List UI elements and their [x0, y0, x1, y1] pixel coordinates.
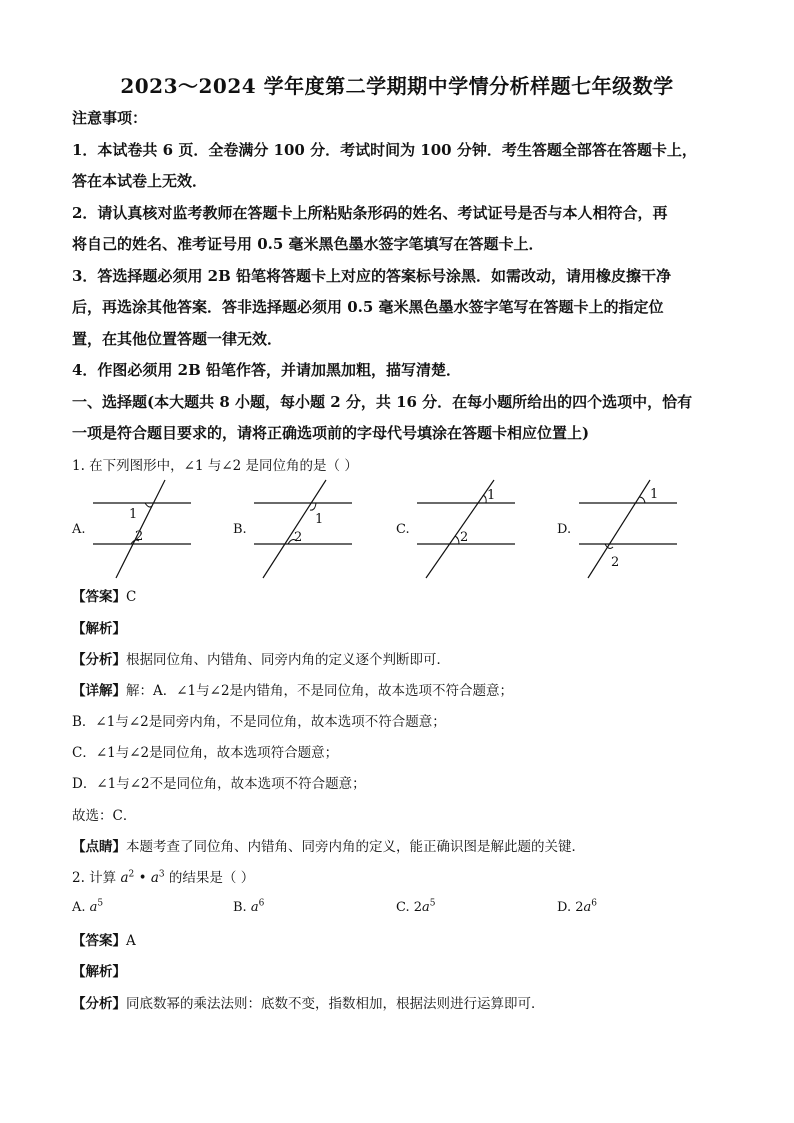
q1-stem: 1. 在下列图形中，∠1 与∠2 是同位角的是（ ） — [72, 458, 358, 474]
q1-detail-line: B．∠1与∠2是同旁内角，不是同位角，故本选项不符合题意； — [72, 714, 446, 730]
dianjing-text: 本题考查了同位角、内错角、同旁内角的定义，能正确识图是解此题的关键． — [126, 839, 585, 855]
angle-2-label: 2 — [135, 529, 144, 544]
answer-tag: 【答案】 — [72, 933, 126, 949]
notice-item: 将自己的姓名、准考证号用 0.5 毫米黑色墨水签字笔填写在答题卡上． — [72, 235, 544, 253]
angle-1-label: 1 — [129, 507, 138, 522]
q1-figure-c — [414, 478, 518, 582]
q2-option-c: C. $2a^5$ — [396, 898, 436, 915]
page-title: 2023～2024 学年度第二学期期中学情分析样题七年级数学 — [120, 74, 674, 98]
q1-detail-line: 故选：C． — [72, 808, 137, 824]
q1-fenxi — [72, 650, 732, 670]
notice-item: 4．作图必须用 2B 铅笔作答，并请加黑加粗，描写清楚． — [72, 361, 461, 379]
q1-answer — [72, 587, 732, 607]
angle-1-label: 1 — [315, 512, 324, 527]
q1-figure-a — [90, 478, 194, 582]
q1-detail-line: C．∠1与∠2是同位角，故本选项符合题意； — [72, 745, 339, 761]
detail-tag: 【详解】 — [72, 683, 126, 699]
q2-option-d: D. $2a^6$ — [557, 898, 598, 915]
angle-2-label: 2 — [611, 555, 620, 570]
q1-dianjing — [72, 837, 732, 857]
angle-1-label: 1 — [650, 487, 659, 502]
section-instruction: 一项是符合题目要求的，请将正确选项前的字母代号填涂在答题卡相应位置上) — [72, 424, 590, 442]
q2-answer — [72, 931, 732, 951]
q1-detail — [72, 681, 732, 701]
notice-heading: 注意事项： — [72, 109, 148, 127]
q1-detail-line: D．∠1与∠2不是同位角，故本选项不符合题意； — [72, 776, 366, 792]
q1-option-c-label: C. — [396, 522, 410, 537]
q1-option-a-label: A. — [72, 522, 86, 537]
q2-option-b: B. $a^6$ — [233, 898, 265, 915]
notice-item: 1．本试卷共 6 页．全卷满分 100 分．考试时间为 100 分钟．考生答题全部答在答题卡上， — [72, 141, 697, 159]
fenxi-tag: 【分析】 — [72, 652, 126, 668]
section-heading: 一、选择题(本大题共 8 小题，每小题 2 分，共 16 分．在每小题所给出的四个选项中，恰有 — [72, 393, 693, 411]
fenxi-text: 根据同位角、内错角、同旁内角的定义逐个判断即可． — [126, 652, 450, 668]
q1-option-d-label: D. — [557, 522, 572, 537]
q2-fenxi — [72, 994, 732, 1014]
answer-value: A — [126, 933, 136, 949]
angle-2-label: 2 — [294, 530, 303, 545]
notice-item: 置，在其他位置答题一律无效． — [72, 330, 283, 348]
dianjing-tag: 【点睛】 — [72, 839, 126, 855]
q2-option-a: A. $a^5$ — [72, 898, 104, 915]
q1-figure-b — [251, 478, 355, 582]
q2-stem: 2. 计算 $a^2$ • $a^3$ 的结果是（ ） — [72, 869, 255, 886]
notice-item: 3．答选择题必须用 2B 铅笔将答题卡上对应的答案标号涂黑．如需改动，请用橡皮擦干净 — [72, 267, 672, 285]
angle-1-label: 1 — [487, 488, 496, 503]
fenxi-text: 同底数幂的乘法法则：底数不变，指数相加，根据法则进行运算即可． — [126, 996, 545, 1012]
q1-analysis-tag: 【解析】 — [72, 621, 126, 637]
answer-tag: 【答案】 — [72, 589, 126, 605]
notice-item: 答在本试卷上无效． — [72, 172, 208, 190]
fenxi-tag: 【分析】 — [72, 996, 126, 1012]
q1-figure-d — [576, 478, 680, 582]
q2-analysis-tag: 【解析】 — [72, 964, 126, 980]
notice-item: 2．请认真核对监考教师在答题卡上所粘贴条形码的姓名、考试证号是否与本人相符合，再 — [72, 204, 668, 222]
answer-value: C — [126, 589, 137, 605]
q1-option-b-label: B. — [233, 522, 247, 537]
angle-2-label: 2 — [460, 530, 469, 545]
detail-text: 解：A．∠1与∠2是内错角，不是同位角，故本选项不符合题意； — [126, 683, 514, 699]
notice-item: 后，再选涂其他答案．答非选择题必须用 0.5 毫米黑色墨水签字笔写在答题卡上的指定位 — [72, 298, 664, 316]
